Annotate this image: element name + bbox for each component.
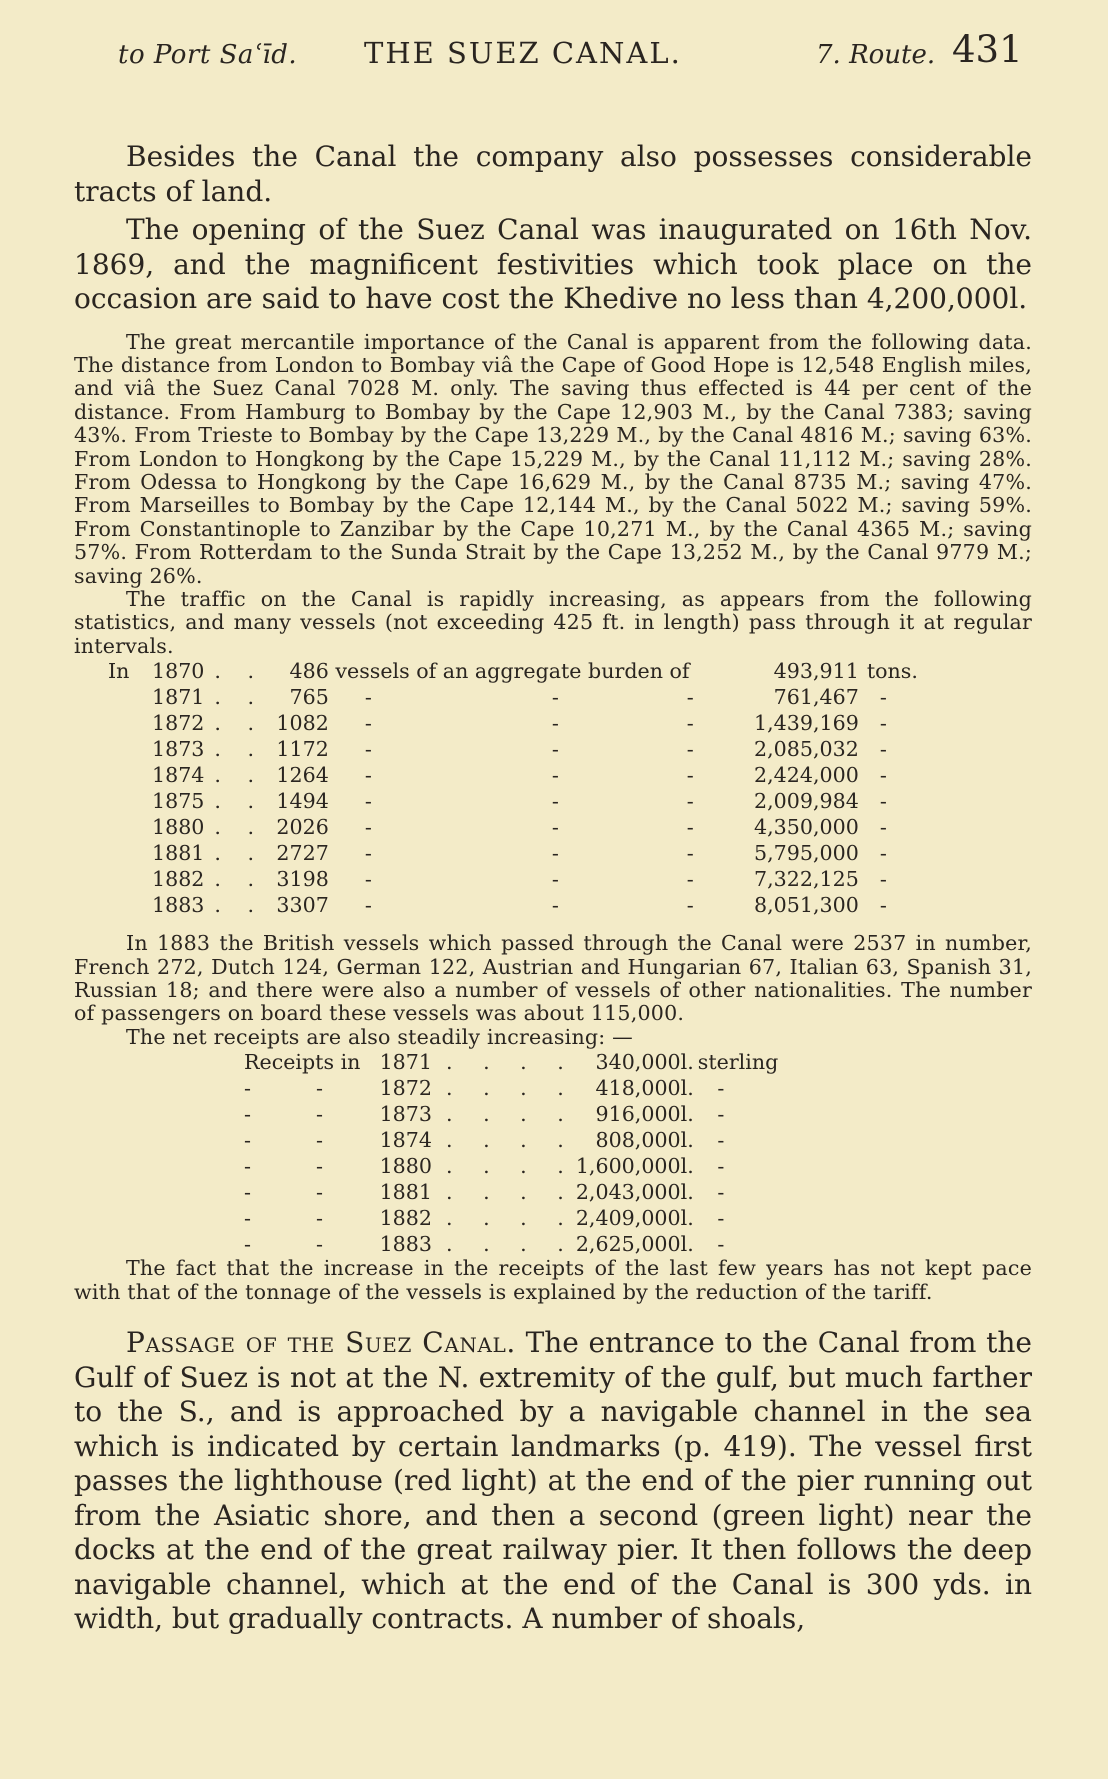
- traffic-row: [108, 840, 918, 866]
- traffic-year: 1882: [152, 867, 205, 892]
- traffic-leader-dots: . .: [214, 867, 265, 892]
- receipts-row: [244, 1127, 778, 1153]
- ditto-mark: -: [244, 1102, 251, 1127]
- receipts-label: Receipts in: [244, 1050, 361, 1075]
- receipts-leader-dots: . . . .: [446, 1180, 576, 1205]
- traffic-vessels: 1082: [276, 711, 329, 736]
- ditto-mark: -: [316, 1206, 323, 1231]
- traffic-year: 1880: [152, 815, 205, 840]
- ditto-mark: -: [686, 789, 694, 814]
- receipts-year: 1880: [379, 1154, 432, 1179]
- ditto-mark: -: [364, 841, 372, 866]
- paragraph-opening: The opening of the Suez Canal was inaugurated on 16th Nov. 1869, and the magnificent festivities which took place on the occasion are said to have cost the Khedive no less than 4,200,000l.: [74, 213, 1032, 315]
- traffic-vessels: 3307: [276, 893, 329, 918]
- ditto-mark: -: [551, 841, 559, 866]
- receipts-row: [244, 1101, 778, 1127]
- receipts-amount: 916,000l.: [595, 1102, 694, 1127]
- receipts-leader-dots: . . . .: [446, 1232, 576, 1257]
- ditto-mark: -: [686, 867, 694, 892]
- traffic-tons: 761,467: [773, 685, 859, 710]
- ditto-mark: -: [244, 1180, 251, 1205]
- traffic-tons: 1,439,169: [754, 711, 859, 736]
- traffic-unit: -: [866, 867, 887, 892]
- receipts-label: [244, 1101, 374, 1127]
- traffic-row: [108, 710, 918, 736]
- traffic-year: 1881: [152, 841, 205, 866]
- traffic-table: [108, 658, 918, 918]
- traffic-row: [108, 788, 918, 814]
- traffic-year: 1875: [152, 789, 205, 814]
- traffic-year: 1872: [152, 711, 205, 736]
- traffic-unit: -: [866, 763, 887, 788]
- traffic-vessels: 765: [289, 685, 329, 710]
- receipts-leader-dots: . . . .: [446, 1128, 576, 1153]
- paragraph-traffic-intro: The traffic on the Canal is rapidly increasing, as appears from the following statistics, and many vessels (not exceeding 425 ft. in length) pass through it at regular intervals.: [74, 586, 1032, 658]
- traffic-leader-dots: . .: [214, 841, 265, 866]
- paragraph-distances: The great mercantile importance of the Canal is apparent from the following data. The distance from London to Bombay viâ the Cape of Good Hope is 12,548 English miles, and viâ the Suez Canal 7028 M. only. The saving thus effected is 44 per cent of the distance. From Hamburg to Bombay by the Cape 12,903 M., by the Canal 7383; saving 43%. From Trieste to Bombay by the Cape 13,229 M., by the Canal 4816 M.; saving 63%. From London to Hongkong by the Cape 15,229 M., by the Canal 11,112 M.; saving 28%. From Odessa to Hongkong by the Cape 16,629 M., by the Canal 8735 M.; saving 47%. From Marseilles to Bombay by the Cape 12,144 M., by the Canal 5022 M.; saving 59%. From Constantinople to Zanzibar by the Cape 10,271 M., by the Canal 4365 M.; saving 57%. From Rotterdam to the Sunda Strait by the Cape 13,252 M., by the Canal 9779 M.; saving 26%.: [74, 329, 1032, 588]
- traffic-tons: 2,009,984: [754, 789, 859, 814]
- traffic-year: 1870: [152, 659, 205, 684]
- receipts-year: 1873: [379, 1102, 432, 1127]
- traffic-tons: 5,795,000: [754, 841, 859, 866]
- ditto-mark: -: [551, 763, 559, 788]
- receipts-label: [244, 1075, 374, 1101]
- traffic-unit: -: [866, 737, 887, 762]
- receipts-table: [244, 1049, 778, 1257]
- ditto-mark: -: [364, 789, 372, 814]
- traffic-row: [108, 658, 918, 684]
- traffic-leader-dots: . .: [214, 685, 265, 710]
- paragraph-passage: [74, 1326, 1032, 1637]
- ditto-mark: -: [316, 1128, 323, 1153]
- running-head-section: to Port Saʿīd.: [118, 40, 298, 70]
- traffic-tons: 8,051,300: [754, 893, 859, 918]
- traffic-vessels: 1264: [276, 763, 329, 788]
- receipts-row: [244, 1205, 778, 1231]
- traffic-unit: tons.: [866, 659, 918, 684]
- running-head-title: THE SUEZ CANAL.: [364, 36, 682, 70]
- traffic-row: [108, 762, 918, 788]
- traffic-prefix: [108, 710, 152, 736]
- receipts-leader-dots: . . . .: [446, 1050, 576, 1075]
- traffic-unit: -: [866, 841, 887, 866]
- ditto-mark: -: [244, 1206, 251, 1231]
- traffic-vessels: 2727: [276, 841, 329, 866]
- traffic-prefix: In: [108, 659, 130, 684]
- receipts-leader-dots: . . . .: [446, 1076, 576, 1101]
- receipts-row: [244, 1231, 778, 1257]
- traffic-row: [108, 684, 918, 710]
- receipts-unit: -: [697, 1128, 725, 1153]
- traffic-tons: 2,085,032: [754, 737, 859, 762]
- receipts-year: 1872: [379, 1076, 432, 1101]
- traffic-vessels: 2026: [276, 815, 329, 840]
- receipts-amount: 418,000l.: [595, 1076, 694, 1101]
- paragraph-tariff: The fact that the increase in the receipts of the last few years has not kept pace with that of the tonnage of the vessels is explained by the reduction of the tariff.: [74, 1256, 1032, 1304]
- ditto-mark: -: [551, 867, 559, 892]
- traffic-description: [329, 762, 749, 788]
- ditto-mark: -: [686, 711, 694, 736]
- traffic-leader-dots: . .: [214, 763, 265, 788]
- receipts-leader-dots: . . . .: [446, 1154, 576, 1179]
- ditto-mark: -: [551, 815, 559, 840]
- traffic-description: [329, 814, 749, 840]
- traffic-vessels: 1172: [276, 737, 329, 762]
- traffic-year: 1873: [152, 737, 205, 762]
- receipts-amount: 808,000l.: [595, 1128, 694, 1153]
- ditto-mark: -: [244, 1154, 251, 1179]
- running-head-route: 7. Route.: [816, 40, 936, 70]
- paragraph-passage-text: The entrance to the Canal from the Gulf of Suez is not at the N. extremity of the gulf, but much farther to the S., and is approached by a navigable channel in the sea which is indicated by certain landmarks (p. 419). The vessel first passes the lighthouse (red light) at the end of the pier running out from the Asiatic shore, and then a second (green light) near the docks at the end of the great railway pier. It then follows the deep navigable channel, which at the end of the Canal is 300 yds. in width, but gradually contracts. A number of shoals,: [74, 1326, 1032, 1636]
- receipts-year: 1874: [379, 1128, 432, 1153]
- receipts-label: [244, 1205, 374, 1231]
- ditto-mark: -: [364, 893, 372, 918]
- traffic-description: [329, 710, 749, 736]
- traffic-row: [108, 814, 918, 840]
- traffic-table-body: [108, 658, 918, 918]
- receipts-amount: 2,043,000l.: [575, 1180, 694, 1205]
- ditto-mark: -: [316, 1076, 323, 1101]
- traffic-year: 1883: [152, 893, 205, 918]
- traffic-unit: -: [866, 815, 887, 840]
- receipts-year: 1881: [379, 1180, 432, 1205]
- traffic-description: [329, 788, 749, 814]
- receipts-label: [244, 1231, 374, 1257]
- ditto-mark: -: [686, 893, 694, 918]
- ditto-mark: -: [551, 737, 559, 762]
- traffic-leader-dots: . .: [214, 711, 265, 736]
- receipts-label: [244, 1179, 374, 1205]
- ditto-mark: -: [686, 763, 694, 788]
- traffic-tons: 2,424,000: [754, 763, 859, 788]
- receipts-row: [244, 1153, 778, 1179]
- traffic-prefix: [108, 762, 152, 788]
- receipts-unit: -: [697, 1180, 725, 1205]
- traffic-leader-dots: . .: [214, 893, 265, 918]
- ditto-mark: -: [364, 737, 372, 762]
- traffic-prefix: [108, 866, 152, 892]
- traffic-year: 1871: [152, 685, 205, 710]
- traffic-year: 1874: [152, 763, 205, 788]
- receipts-unit: -: [697, 1232, 725, 1257]
- traffic-description: vessels of an aggregate burden of: [328, 659, 690, 684]
- receipts-unit: -: [697, 1154, 725, 1179]
- receipts-unit: -: [697, 1102, 725, 1127]
- receipts-year: 1883: [379, 1232, 432, 1257]
- traffic-prefix: [108, 840, 152, 866]
- traffic-prefix: [108, 684, 152, 710]
- receipts-amount: 2,409,000l.: [575, 1206, 694, 1231]
- ditto-mark: -: [244, 1128, 251, 1153]
- traffic-row: [108, 892, 918, 918]
- receipts-leader-dots: . . . .: [446, 1206, 576, 1231]
- ditto-mark: -: [551, 789, 559, 814]
- receipts-amount: 2,625,000l.: [575, 1232, 694, 1257]
- traffic-tons: 4,350,000: [754, 815, 859, 840]
- traffic-description: [329, 866, 749, 892]
- ditto-mark: -: [364, 867, 372, 892]
- ditto-mark: -: [551, 893, 559, 918]
- ditto-mark: -: [316, 1180, 323, 1205]
- traffic-unit: -: [866, 893, 887, 918]
- section-heading-passage: Passage of the Suez Canal.: [126, 1326, 516, 1360]
- traffic-vessels: 1494: [276, 789, 329, 814]
- receipts-row: [244, 1179, 778, 1205]
- traffic-description: [329, 892, 749, 918]
- ditto-mark: -: [316, 1154, 323, 1179]
- traffic-prefix: [108, 788, 152, 814]
- receipts-amount: 340,000l.: [595, 1050, 694, 1075]
- traffic-prefix: [108, 814, 152, 840]
- receipts-table-body: [244, 1049, 778, 1257]
- ditto-mark: -: [686, 737, 694, 762]
- traffic-row: [108, 736, 918, 762]
- running-head: [74, 28, 1032, 82]
- traffic-vessels: 486: [289, 659, 329, 684]
- ditto-mark: -: [364, 711, 372, 736]
- receipts-amount: 1,600,000l.: [575, 1154, 694, 1179]
- traffic-tons: 7,322,125: [754, 867, 859, 892]
- receipts-leader-dots: . . . .: [446, 1102, 576, 1127]
- traffic-leader-dots: . .: [214, 815, 265, 840]
- traffic-row: [108, 866, 918, 892]
- ditto-mark: -: [244, 1232, 251, 1257]
- receipts-unit: sterling: [697, 1050, 779, 1075]
- ditto-mark: -: [551, 711, 559, 736]
- receipts-label: [244, 1153, 374, 1179]
- traffic-description: [329, 736, 749, 762]
- ditto-mark: -: [364, 815, 372, 840]
- traffic-unit: -: [866, 789, 887, 814]
- ditto-mark: -: [244, 1076, 251, 1101]
- traffic-leader-dots: . .: [214, 737, 265, 762]
- receipts-year: 1882: [379, 1206, 432, 1231]
- traffic-description: [329, 684, 749, 710]
- paragraph-receipts-intro: The net receipts are also steadily increasing: —: [126, 1024, 633, 1049]
- ditto-mark: -: [364, 685, 372, 710]
- traffic-tons: 493,911: [773, 659, 859, 684]
- receipts-label: [244, 1127, 374, 1153]
- ditto-mark: -: [551, 685, 559, 710]
- traffic-leader-dots: . .: [214, 789, 265, 814]
- receipts-row: [244, 1049, 778, 1075]
- ditto-mark: -: [686, 685, 694, 710]
- traffic-leader-dots: . .: [214, 659, 265, 684]
- paragraph-company-lands: Besides the Canal the company also possesses considerable tracts of land.: [74, 140, 1032, 208]
- paragraph-nationalities: In 1883 the British vessels which passed through the Canal were 2537 in number, French 272, Dutch 124, German 122, Austrian and Hungarian 67, Italian 63, Spanish 31, Russian 18; and there were also a number of vessels of other nationalities. The number of passengers on board these vessels was about 115,000.: [74, 931, 1032, 1026]
- ditto-mark: -: [686, 841, 694, 866]
- ditto-mark: -: [686, 815, 694, 840]
- traffic-description: [329, 840, 749, 866]
- traffic-unit: -: [866, 685, 887, 710]
- page-number: 431: [952, 28, 1023, 71]
- traffic-prefix: [108, 736, 152, 762]
- traffic-prefix: [108, 892, 152, 918]
- ditto-mark: -: [364, 763, 372, 788]
- traffic-unit: -: [866, 711, 887, 736]
- ditto-mark: -: [316, 1102, 323, 1127]
- receipts-unit: -: [697, 1076, 725, 1101]
- receipts-unit: -: [697, 1206, 725, 1231]
- receipts-row: [244, 1075, 778, 1101]
- receipts-year: 1871: [379, 1050, 432, 1075]
- traffic-vessels: 3198: [276, 867, 329, 892]
- ditto-mark: -: [316, 1232, 323, 1257]
